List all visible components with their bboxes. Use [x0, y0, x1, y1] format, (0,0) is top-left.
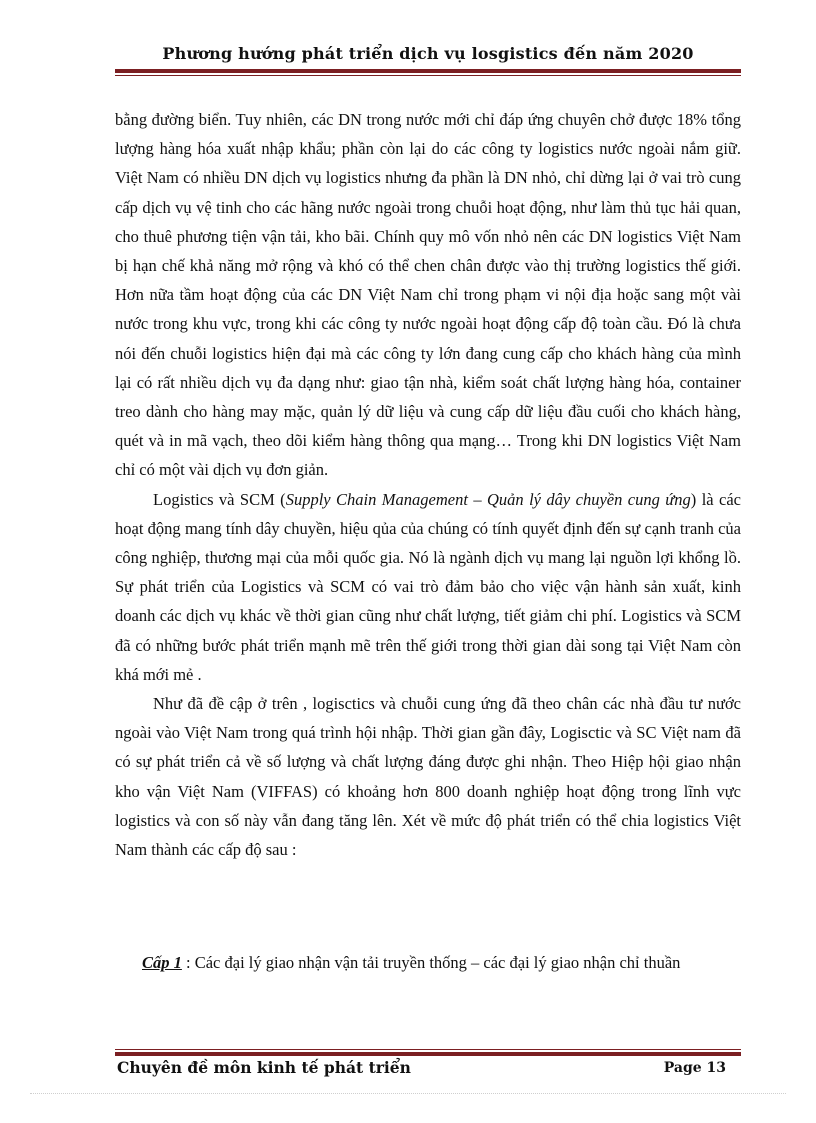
- header-rule: [115, 69, 741, 76]
- paragraph-1: bằng đường biển. Tuy nhiên, các DN trong nước mới chỉ đáp ứng chuyên chở được 18% tổng lượng hàng hóa xuất nhập khẩu; phần còn lại do các công ty logistics nước ngoài nắm giữ. Việt Nam có nhiều DN dịch vụ logistics nhưng đa phần là DN nhỏ, chỉ dừng lại ở vai trò cung cấp dịch vụ vệ tinh cho các hãng nước ngoài trong chuỗi hoạt động, như làm thủ tục hải quan, cho thuê phương tiện vận tải, kho bãi. Chính quy mô vốn nhỏ nên các DN logistics Việt Nam bị hạn chế khả năng mở rộng và khó có thể chen chân được vào thị trường logistics thế giới. Hơn nữa tầm hoạt động của các DN Việt Nam chỉ trong phạm vi nội địa hoặc sang một vài nước trong khu vực, trong khi các công ty nước ngoài hoạt động cấp độ toàn cầu. Đó là chưa nói đến chuỗi logistics hiện đại mà các công ty lớn đang cung cấp cho khách hàng của mình lại có rất nhiều dịch vụ đa dạng như: giao tận nhà, kiểm soát chất lượng hàng hóa, container treo dành cho hàng may mặc, quản lý dữ liệu và cung cấp dữ liệu đầu cuối cho khách hàng, quét và in mã vạch, theo dõi kiểm hàng thông qua mạng… Trong khi DN logistics Việt Nam chỉ có một vài dịch vụ đơn giản.: [115, 110, 741, 480]
- paragraph-2-start: Logistics và SCM (: [153, 489, 286, 509]
- level-1-item: [115, 948, 741, 977]
- paragraph-2-italic: Supply Chain Management – Quản lý dây chuyền cung ứng: [285, 489, 691, 509]
- page-header-title: Phương hướng phát triển dịch vụ losgistics đến năm 2020: [162, 44, 694, 63]
- level-1-text: : Các đại lý giao nhận vận tải truyền thống – các đại lý giao nhận chỉ thuần: [181, 953, 681, 972]
- paragraph-3: Như đã đề cập ở trên , logisctics và chuỗi cung ứng đã theo chân các nhà đầu tư nước ngoài vào Việt Nam trong quá trình hội nhập. Thời gian gần đây, Logisctic và SC Việt nam đã có sự phát triển cả về số lượng và chất lượng đáng được ghi nhận. Theo Hiệp hội giao nhận kho vận Việt Nam (VIFFAS) có khoảng hơn 800 doanh nghiệp hoạt động trong lĩnh vực logistics và con số này vẫn đang tăng lên. Xét về mức độ phát triển có thể chia logistics Việt Nam thành các cấp độ sau :: [115, 694, 741, 860]
- page-number: Page 13: [663, 1060, 726, 1076]
- page-bottom-border: [30, 1093, 786, 1094]
- level-1-label: Cấp 1: [142, 953, 182, 972]
- paragraph-2-end: ) là các hoạt động mang tính dây chuyền, hiệu qủa của chúng có tính quyết định đến sự cạnh tranh của công nghiệp, thương mại của mỗi quốc gia. Nó là ngành dịch vụ mang lại nguồn lợi khổng lồ. Sự phát triển của Logistics và SCM có vai trò đảm bảo cho việc vận hành sản xuất, kinh doanh các dịch vụ khác về thời gian cũng như chất lượng, tiết giảm chi phí. Logistics và SCM đã có những bước phát triển mạnh mẽ trên thế giới trong thời gian dài song tại Việt Nam còn khá mới mẻ .: [115, 489, 742, 684]
- paragraph-2: [115, 485, 741, 689]
- footer-rule: [115, 1049, 741, 1056]
- document-body: [115, 105, 741, 864]
- footer-title: Chuyên đề môn kinh tế phát triển: [117, 1058, 411, 1077]
